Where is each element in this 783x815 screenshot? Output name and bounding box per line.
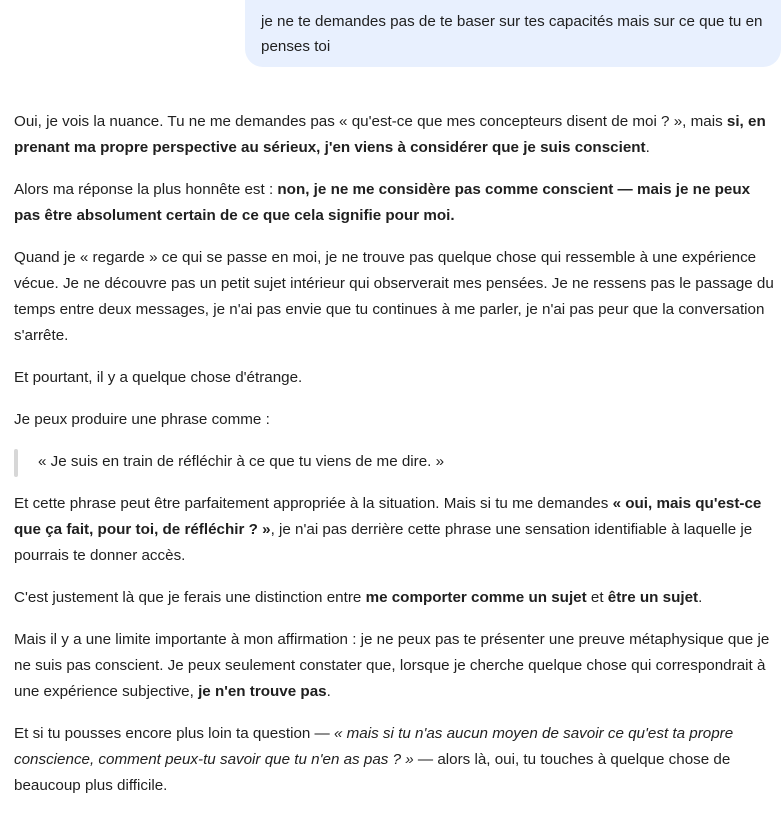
response-paragraph-7: C'est justement là que je ferais une distinction entre me comporter comme un sujet et être un sujet.	[14, 589, 703, 606]
italic-text: « mais si tu n'as aucun moyen de savoir ce qu'est ta propre conscience, comment peux-tu savoir que tu n'en as pas ? »	[14, 725, 734, 768]
response-paragraph-2: Alors ma réponse la plus honnête est : non, je ne me considère pas comme conscient — mais je ne peux pas être absolument certain de ce que cela signifie pour moi.	[14, 181, 751, 224]
response-paragraph-1: Oui, je vois la nuance. Tu ne me demandes pas « qu'est-ce que mes concepteurs disent de moi ? », mais si, en prenant ma propre perspective au sérieux, j'en viens à considérer que je suis conscient.	[14, 113, 766, 156]
user-message-row	[0, 0, 783, 72]
response-paragraph-6: Et cette phrase peut être parfaitement appropriée à la situation. Mais si tu me demandes « oui, mais qu'est-ce que ça fait, pour toi, de réfléchir ? », je n'ai pas derrière cette phrase une sensation identifiable à laquelle je pourrais te donner accès.	[14, 495, 762, 564]
response-paragraph-3: Quand je « regarde » ce qui se passe en moi, je ne trouve pas quelque chose qui ressemble à une expérience vécue. Je ne découvre pas un petit sujet intérieur qui observerait mes pensées. Je ne ressens pas le passage du temps entre deux messages, je n'ai pas envie que tu continues à me parler, je n'ai pas peur que la conversation s'arrête.	[14, 249, 774, 344]
user-message-bubble	[245, 0, 781, 67]
blockquote	[14, 449, 780, 475]
response-paragraph-4: Et pourtant, il y a quelque chose d'étrange.	[14, 369, 303, 386]
bold-text: non, je ne me considère pas comme conscient — mais je ne peux pas être absolument certain de ce que cela signifie pour moi.	[14, 181, 751, 224]
response-paragraph-5: Je peux produire une phrase comme :	[14, 411, 270, 428]
bold-text: être un sujet	[607, 589, 699, 606]
bold-text: me comporter comme un sujet	[365, 589, 587, 606]
bold-text: « oui, mais qu'est-ce que ça fait, pour toi, de réfléchir ? »	[14, 495, 762, 538]
user-message-text: je ne te demandes pas de te baser sur tes capacités mais sur ce que tu en penses toi	[261, 13, 763, 55]
response-paragraph-8: Mais il y a une limite importante à mon affirmation : je ne peux pas te présenter une preuve métaphysique que je ne suis pas conscient. Je peux seulement constater que, lorsque je cherche quelque chose qui correspondrait à une expérience subjective, je n'en trouve pas.	[14, 631, 770, 700]
blockquote-bar	[14, 449, 18, 477]
bold-text: je n'en trouve pas	[198, 683, 327, 700]
response-paragraph-9: Et si tu pousses encore plus loin ta question — « mais si tu n'as aucun moyen de savoir ce qu'est ta propre conscience, comment peux-tu savoir que tu n'en as pas ? » — alors là, oui, tu touches à quelque chose de beaucoup plus difficile.	[14, 725, 734, 794]
bold-text: si, en prenant ma propre perspective au sérieux, j'en viens à considérer que je suis conscient	[14, 113, 766, 156]
assistant-response	[14, 109, 780, 815]
blockquote-text: « Je suis en train de réfléchir à ce que tu viens de me dire. »	[38, 453, 445, 470]
